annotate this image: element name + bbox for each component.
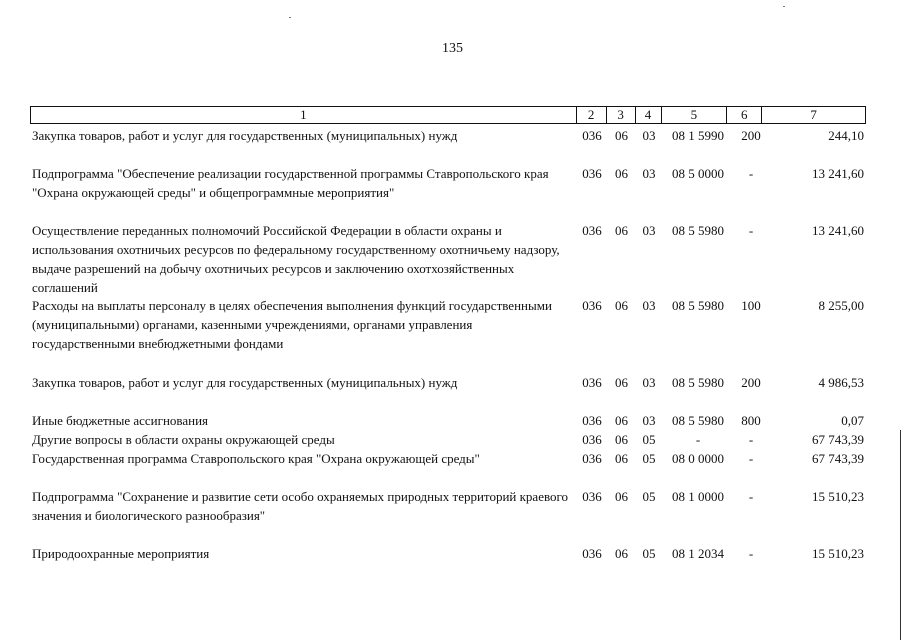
row-name: Природоохранные мероприятия: [32, 546, 210, 561]
row-amount: 4 986,53: [818, 375, 864, 390]
row-amount: 13 241,60: [812, 223, 864, 238]
row-target-code: 08 5 0000: [672, 166, 724, 181]
row-subsection-code: 03: [642, 166, 656, 181]
row-expense-type: -: [748, 166, 754, 181]
row-section-code: 06: [615, 223, 628, 238]
row-section-code: 06: [615, 489, 628, 504]
row-subsection-code: 05: [642, 489, 656, 504]
row-ministry-code: 036: [582, 413, 602, 428]
row-section-code: 06: [615, 451, 628, 466]
row-amount: 244,10: [828, 128, 864, 143]
column-header: 5: [662, 107, 728, 123]
column-header: 3: [607, 107, 636, 123]
row-target-code: 08 0 0000: [672, 451, 724, 466]
table-header: [30, 106, 866, 124]
row-name: Другие вопросы в области охраны окружающей среды: [32, 432, 335, 447]
row-ministry-code: 036: [582, 489, 602, 504]
row-ministry-code: 036: [582, 166, 602, 181]
row-target-code: 08 1 2034: [672, 546, 724, 561]
row-target-code: 08 5 5980: [672, 413, 724, 428]
page-number: 135: [442, 41, 463, 56]
row-name: Государственная программа Ставропольского края "Охрана окружающей среды": [32, 451, 480, 466]
row-expense-type: 100: [741, 298, 761, 313]
row-ministry-code: 036: [582, 375, 602, 390]
row-amount: 8 255,00: [818, 298, 864, 313]
row-amount: 67 743,39: [812, 451, 864, 466]
row-amount: 15 510,23: [812, 489, 864, 504]
row-subsection-code: 05: [642, 451, 656, 466]
row-expense-type: 200: [741, 375, 761, 390]
row-section-code: 06: [615, 432, 628, 447]
row-subsection-code: 03: [642, 413, 656, 428]
row-section-code: 06: [615, 546, 628, 561]
row-expense-type: -: [748, 432, 754, 447]
row-expense-type: 800: [741, 413, 761, 428]
row-name: Подпрограмма "Сохранение и развитие сети особо охраняемых природных территорий краевого значения и биологического разнообразия": [32, 489, 569, 523]
row-target-code: 08 5 5980: [672, 298, 724, 313]
row-section-code: 06: [615, 413, 628, 428]
column-header: 7: [810, 107, 817, 122]
column-header: 4: [636, 107, 662, 123]
row-amount: 15 510,23: [812, 546, 864, 561]
row-target-code: 08 5 5980: [672, 223, 724, 238]
row-amount: 0,07: [841, 413, 864, 428]
row-section-code: 06: [615, 166, 628, 181]
row-expense-type: -: [748, 546, 754, 561]
row-section-code: 06: [615, 298, 628, 313]
scan-speck: [289, 17, 291, 18]
row-target-code: -: [695, 432, 701, 447]
row-ministry-code: 036: [582, 128, 602, 143]
scan-margin-line: [900, 430, 901, 640]
row-name: Расходы на выплаты персоналу в целях обеспечения выполнения функций государственными (муниципальными) органами, казенными учреждениями, органами управления государственными внебюджетными фондами: [32, 298, 552, 351]
row-amount: 67 743,39: [812, 432, 864, 447]
row-target-code: 08 1 0000: [672, 489, 724, 504]
column-header: 1: [31, 107, 577, 123]
row-target-code: 08 1 5990: [672, 128, 724, 143]
row-name: Подпрограмма "Обеспечение реализации государственной программы Ставропольского края "Охрана окружающей среды" и общепрограммные мероприятия": [32, 166, 549, 200]
row-amount: 13 241,60: [812, 166, 864, 181]
row-expense-type: -: [748, 223, 754, 238]
row-subsection-code: 03: [642, 375, 656, 390]
row-subsection-code: 03: [642, 223, 656, 238]
row-section-code: 06: [615, 375, 628, 390]
row-ministry-code: 036: [582, 546, 602, 561]
row-expense-type: 200: [741, 128, 761, 143]
row-ministry-code: 036: [582, 223, 602, 238]
column-header: 2: [577, 107, 607, 123]
row-subsection-code: 03: [642, 128, 656, 143]
row-ministry-code: 036: [582, 451, 602, 466]
scan-speck: [783, 6, 785, 7]
column-header: 6: [727, 107, 762, 123]
row-ministry-code: 036: [582, 432, 602, 447]
row-name: Иные бюджетные ассигнования: [32, 413, 209, 428]
row-expense-type: -: [748, 489, 754, 504]
row-target-code: 08 5 5980: [672, 375, 724, 390]
row-subsection-code: 03: [642, 298, 656, 313]
row-subsection-code: 05: [642, 546, 656, 561]
row-section-code: 06: [615, 128, 628, 143]
row-ministry-code: 036: [582, 298, 602, 313]
row-name: Закупка товаров, работ и услуг для государственных (муниципальных) нужд: [32, 375, 458, 390]
row-name: Закупка товаров, работ и услуг для государственных (муниципальных) нужд: [32, 128, 458, 143]
row-subsection-code: 05: [642, 432, 656, 447]
row-name: Осуществление переданных полномочий Российской Федерации в области охраны и использования охотничьих ресурсов по федеральному государственному охотничьему надзору, выдаче разрешений на добычу охотничьих ресурсов и заключению охотхозяйственных соглашений: [32, 223, 560, 295]
row-expense-type: -: [748, 451, 754, 466]
